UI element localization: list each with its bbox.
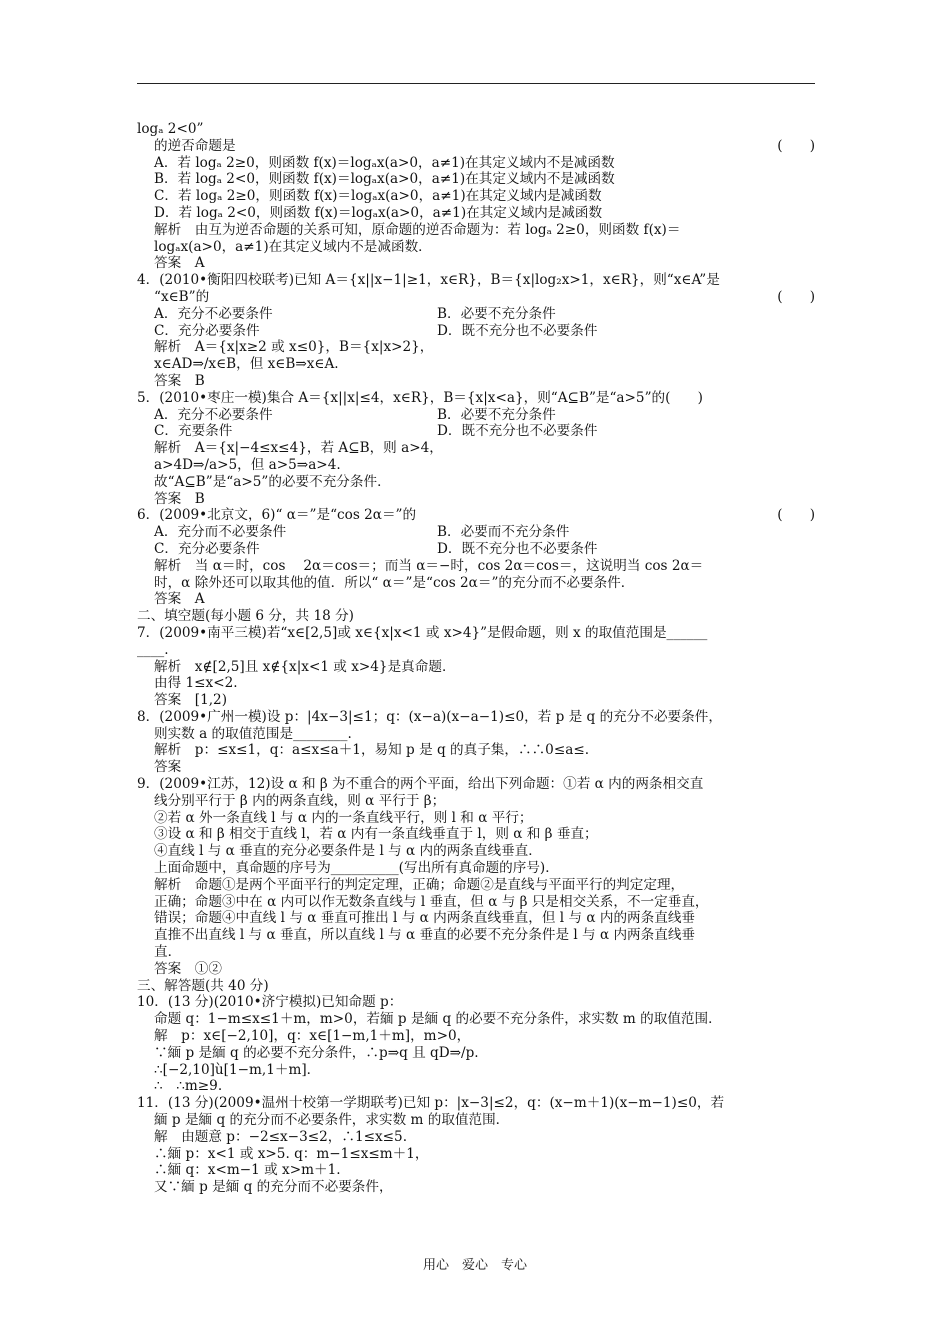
line-text: 解析 A＝{x|−4≤x≤4}，若 A⊆B，则 a>4， — [154, 440, 443, 457]
text-line — [137, 642, 817, 659]
line-text: ∴緬 p：x<1 或 x>5. q：m−1≤x≤m＋1， — [154, 1145, 429, 1162]
line-text: C．充分必要条件 — [154, 322, 260, 339]
text-line — [137, 877, 817, 894]
line-text: ∴緬 q：x<m−1 或 x>m＋1. — [154, 1162, 341, 1179]
line-text: ∴[−2,10]ù[1−m,1＋m]． — [154, 1061, 321, 1078]
line-text: C．充要条件 — [154, 423, 233, 440]
text-line — [137, 910, 817, 927]
text-line — [137, 742, 817, 759]
line-text: 解析 A＝{x|x≥2 或 x≤0}，B＝{x|x>2}， — [154, 339, 434, 356]
line-text: ∵緬 p 是緬 q 的必要不充分条件，∴p⇒q 且 qD⇒/p. — [154, 1044, 479, 1061]
line-text: ∴ ∴m≥9. — [154, 1078, 223, 1095]
line-text: 解析 当 α＝时，cos 2α＝cos＝；而当 α＝−时，cos 2α＝cos＝，这说明当 cos 2α＝ — [154, 557, 704, 574]
text-line — [137, 944, 817, 961]
answer-blank: ( ) — [777, 507, 815, 524]
line-text: C．若 logₐ 2≥0，则函数 f(x)＝logₐx(a>0，a≠1)在其定义域内是减函数 — [154, 188, 602, 205]
line-text: 答案 — [154, 759, 182, 776]
line-text: 9．(2009•江苏，12)设 α 和 β 为不重合的两个平面，给出下列命题：①若 α 内的两条相交直 — [137, 776, 704, 793]
text-line — [137, 692, 817, 709]
line-text: A．充分而不必要条件 — [154, 524, 287, 541]
line-text: 解 由题意 p：−2≤x−3≤2，∴1≤x≤5. — [154, 1128, 408, 1145]
page-footer: 用心 爱心 专心 — [422, 1258, 527, 1273]
text-line — [137, 978, 817, 995]
text-line — [137, 726, 817, 743]
line-text: A．充分不必要条件 — [154, 305, 273, 322]
text-line — [137, 793, 817, 810]
line-text: logₐ 2<0” — [137, 121, 204, 137]
text-line — [137, 1028, 817, 1045]
text-line — [137, 1011, 817, 1028]
line-text: 答案 A — [154, 591, 205, 608]
text-line — [137, 474, 817, 491]
line-text: C．充分必要条件 — [154, 540, 260, 557]
option-right-column: D．既不充分也不必要条件 — [437, 423, 598, 440]
text-line — [137, 994, 817, 1011]
text-line — [137, 205, 817, 222]
text-line — [137, 659, 817, 676]
line-text: 緬 p 是緬 q 的充分而不必要条件，求实数 m 的取值范围． — [154, 1112, 510, 1129]
line-text: a>4D⇒/a>5，但 a>5⇒a>4. — [154, 456, 341, 473]
line-text: 故“A⊆B”是“a>5”的必要不充分条件． — [154, 473, 391, 490]
line-text: 4．(2010•衡阳四校联考)已知 A＝{x||x−1|≥1，x∈R}，B＝{x|log₂x>1，x∈R}，则“x∈A”是 — [137, 272, 720, 289]
document-body — [137, 121, 817, 1196]
text-line — [137, 1179, 817, 1196]
line-text: ②若 α 外一条直线 l 与 α 内的一条直线平行，则 l 和 α 平行； — [154, 809, 533, 826]
text-line — [137, 961, 817, 978]
answer-blank: ( ) — [777, 137, 815, 154]
line-text: 解析 命题①是两个平面平行的判定定理，正确；命题②是直线与平面平行的判定定理， — [154, 876, 685, 893]
text-line — [137, 339, 817, 356]
text-line — [137, 709, 817, 726]
text-line — [137, 1146, 817, 1163]
text-line — [137, 155, 817, 172]
line-text: 正确；命题③中在 α 内可以作无数条直线与 l 垂直，但 α 与 β 只是相交关系，不一定垂直， — [154, 893, 709, 910]
line-text: 又∵緬 p 是緬 q 的充分而不必要条件， — [154, 1179, 393, 1196]
text-line — [137, 188, 817, 205]
text-line — [137, 759, 817, 776]
text-line — [137, 1162, 817, 1179]
option-right-column: D．既不充分也不必要条件 — [437, 540, 598, 557]
line-text: 答案 ①② — [154, 960, 222, 977]
line-text: “x∈B”的 — [154, 288, 210, 305]
text-line — [137, 810, 817, 827]
line-text: B．若 logₐ 2<0，则函数 f(x)＝logₐx(a>0，a≠1)在其定义域内不是减函数 — [154, 171, 615, 188]
line-text: 解 p：x∈[−2,10]，q：x∈[1−m,1＋m]，m>0， — [154, 1028, 471, 1045]
line-text: logₐx(a>0，a≠1)在其定义域内不是减函数． — [154, 238, 432, 255]
text-line — [137, 558, 817, 575]
text-line — [137, 1129, 817, 1146]
line-text: 由得 1≤x<2. — [154, 675, 238, 692]
line-text: A．若 logₐ 2≥0，则函数 f(x)＝logₐx(a>0，a≠1)在其定义域内不是减函数 — [154, 154, 615, 171]
line-text: 解析 p：≤x≤1，q：a≤x≤a＋1，易知 p 是 q 的真子集，∴∴0≤a≤. — [154, 742, 590, 759]
text-line — [137, 625, 817, 642]
text-line — [137, 356, 817, 373]
line-text: 答案 A — [154, 255, 205, 272]
text-line — [137, 407, 817, 424]
line-text: 答案 B — [154, 372, 205, 389]
text-line — [137, 1062, 817, 1079]
option-right-column: B．必要不充分条件 — [437, 305, 556, 322]
option-right-column: D．既不充分也不必要条件 — [437, 322, 598, 339]
line-text: 5．(2010•枣庄一模)集合 A＝{x||x|≤4，x∈R}，B＝{x|x<a}，则“A⊆B”是“a>5”的( ) — [137, 389, 703, 406]
line-text: 的逆否命题是 — [154, 137, 236, 154]
header-rule — [137, 83, 815, 84]
line-text: 线分别平行于 β 内的两条直线，则 α 平行于 β； — [154, 792, 446, 809]
line-text: 上面命题中，真命题的序号为__________(写出所有真命题的序号)． — [154, 860, 559, 877]
text-line — [137, 323, 817, 340]
text-line — [137, 423, 817, 440]
text-line — [137, 575, 817, 592]
line-text: 解析 由互为逆否命题的关系可知，原命题的逆否命题为：若 logₐ 2≥0，则函数 f(x)＝ — [154, 221, 681, 238]
text-line — [137, 121, 817, 138]
text-line — [137, 776, 817, 793]
text-line — [137, 255, 817, 272]
line-text: 时，α 除外还可以取其他的值．所以“ α＝”是“cos 2α＝”的充分而不必要条件． — [154, 574, 635, 591]
option-right-column: B．必要不充分条件 — [437, 406, 556, 423]
line-text: 三、解答题(共 40 分) — [137, 977, 269, 994]
text-line — [137, 440, 817, 457]
line-text: A．充分不必要条件 — [154, 406, 273, 423]
answer-blank: ( ) — [777, 288, 815, 305]
line-text: 直推不出直线 l 与 α 垂直，所以直线 l 与 α 垂直的必要不充分条件是 l 与 α 内两条直线垂 — [154, 927, 696, 944]
line-text: 答案 B — [154, 490, 205, 507]
text-line — [137, 1095, 817, 1112]
text-line — [137, 843, 817, 860]
text-line — [137, 608, 817, 625]
text-line — [137, 390, 817, 407]
line-text: 8．(2009•广州一模)设 p：|4x−3|≤1；q：(x−a)(x−a−1)≤0，若 p 是 q 的充分不必要条件， — [137, 708, 722, 725]
line-text: 答案 [1,2) — [154, 692, 228, 709]
text-line — [137, 373, 817, 390]
text-line — [137, 541, 817, 558]
option-right-column: B．必要而不充分条件 — [437, 524, 570, 541]
line-text: 11．(13 分)(2009•温州十校第一学期联考)已知 p：|x−3|≤2，q：(x−m＋1)(x−m−1)≤0，若 — [137, 1095, 725, 1112]
text-line — [137, 524, 817, 541]
text-line — [137, 1045, 817, 1062]
text-line — [137, 171, 817, 188]
text-line — [137, 826, 817, 843]
text-line — [137, 138, 817, 155]
text-line — [137, 272, 817, 289]
line-text: 7．(2009•南平三模)若“x∈[2,5]或 x∈{x|x<1 或 x>4}”是假命题，则 x 的取值范围是______ — [137, 624, 708, 641]
text-line — [137, 306, 817, 323]
text-line — [137, 289, 817, 306]
line-text: ④直线 l 与 α 垂直的充分必要条件是 l 与 α 内的两条直线垂直． — [154, 843, 542, 860]
text-line — [137, 239, 817, 256]
line-text: 直． — [154, 944, 182, 961]
line-text: 错误；命题④中直线 l 与 α 垂直可推出 l 与 α 内两条直线垂直，但 l 与 α 内的两条直线垂 — [154, 910, 696, 927]
line-text: ③设 α 和 β 相交于直线 l，若 α 内有一条直线垂直于 l，则 α 和 β 垂直； — [154, 826, 598, 843]
text-line — [137, 591, 817, 608]
line-text: 10．(13 分)(2010•济宁模拟)已知命题 p： — [137, 994, 403, 1011]
line-text: 命题 q：1−m≤x≤1＋m，m>0，若緬 p 是緬 q 的必要不充分条件，求实数 m 的取值范围． — [154, 1011, 722, 1028]
text-line — [137, 860, 817, 877]
text-line — [137, 1078, 817, 1095]
line-text: 6．(2009•北京文，6)“ α＝”是“cos 2α＝”的 — [137, 507, 417, 524]
text-line — [137, 507, 817, 524]
text-line — [137, 675, 817, 692]
text-line — [137, 491, 817, 508]
line-text: 二、填空题(每小题 6 分，共 18 分) — [137, 608, 354, 625]
text-line — [137, 457, 817, 474]
line-text: 解析 x∉[2,5]且 x∉{x|x<1 或 x>4}是真命题． — [154, 658, 456, 675]
text-line — [137, 927, 817, 944]
line-text: ____. — [137, 641, 169, 658]
text-line — [137, 222, 817, 239]
text-line — [137, 1112, 817, 1129]
line-text: 则实数 a 的取值范围是________. — [154, 725, 352, 742]
text-line — [137, 894, 817, 911]
line-text: D．若 logₐ 2<0，则函数 f(x)＝logₐx(a>0，a≠1)在其定义域内是减函数 — [154, 204, 603, 221]
line-text: x∈AD⇒/x∈B，但 x∈B⇒x∈A. — [154, 356, 339, 373]
